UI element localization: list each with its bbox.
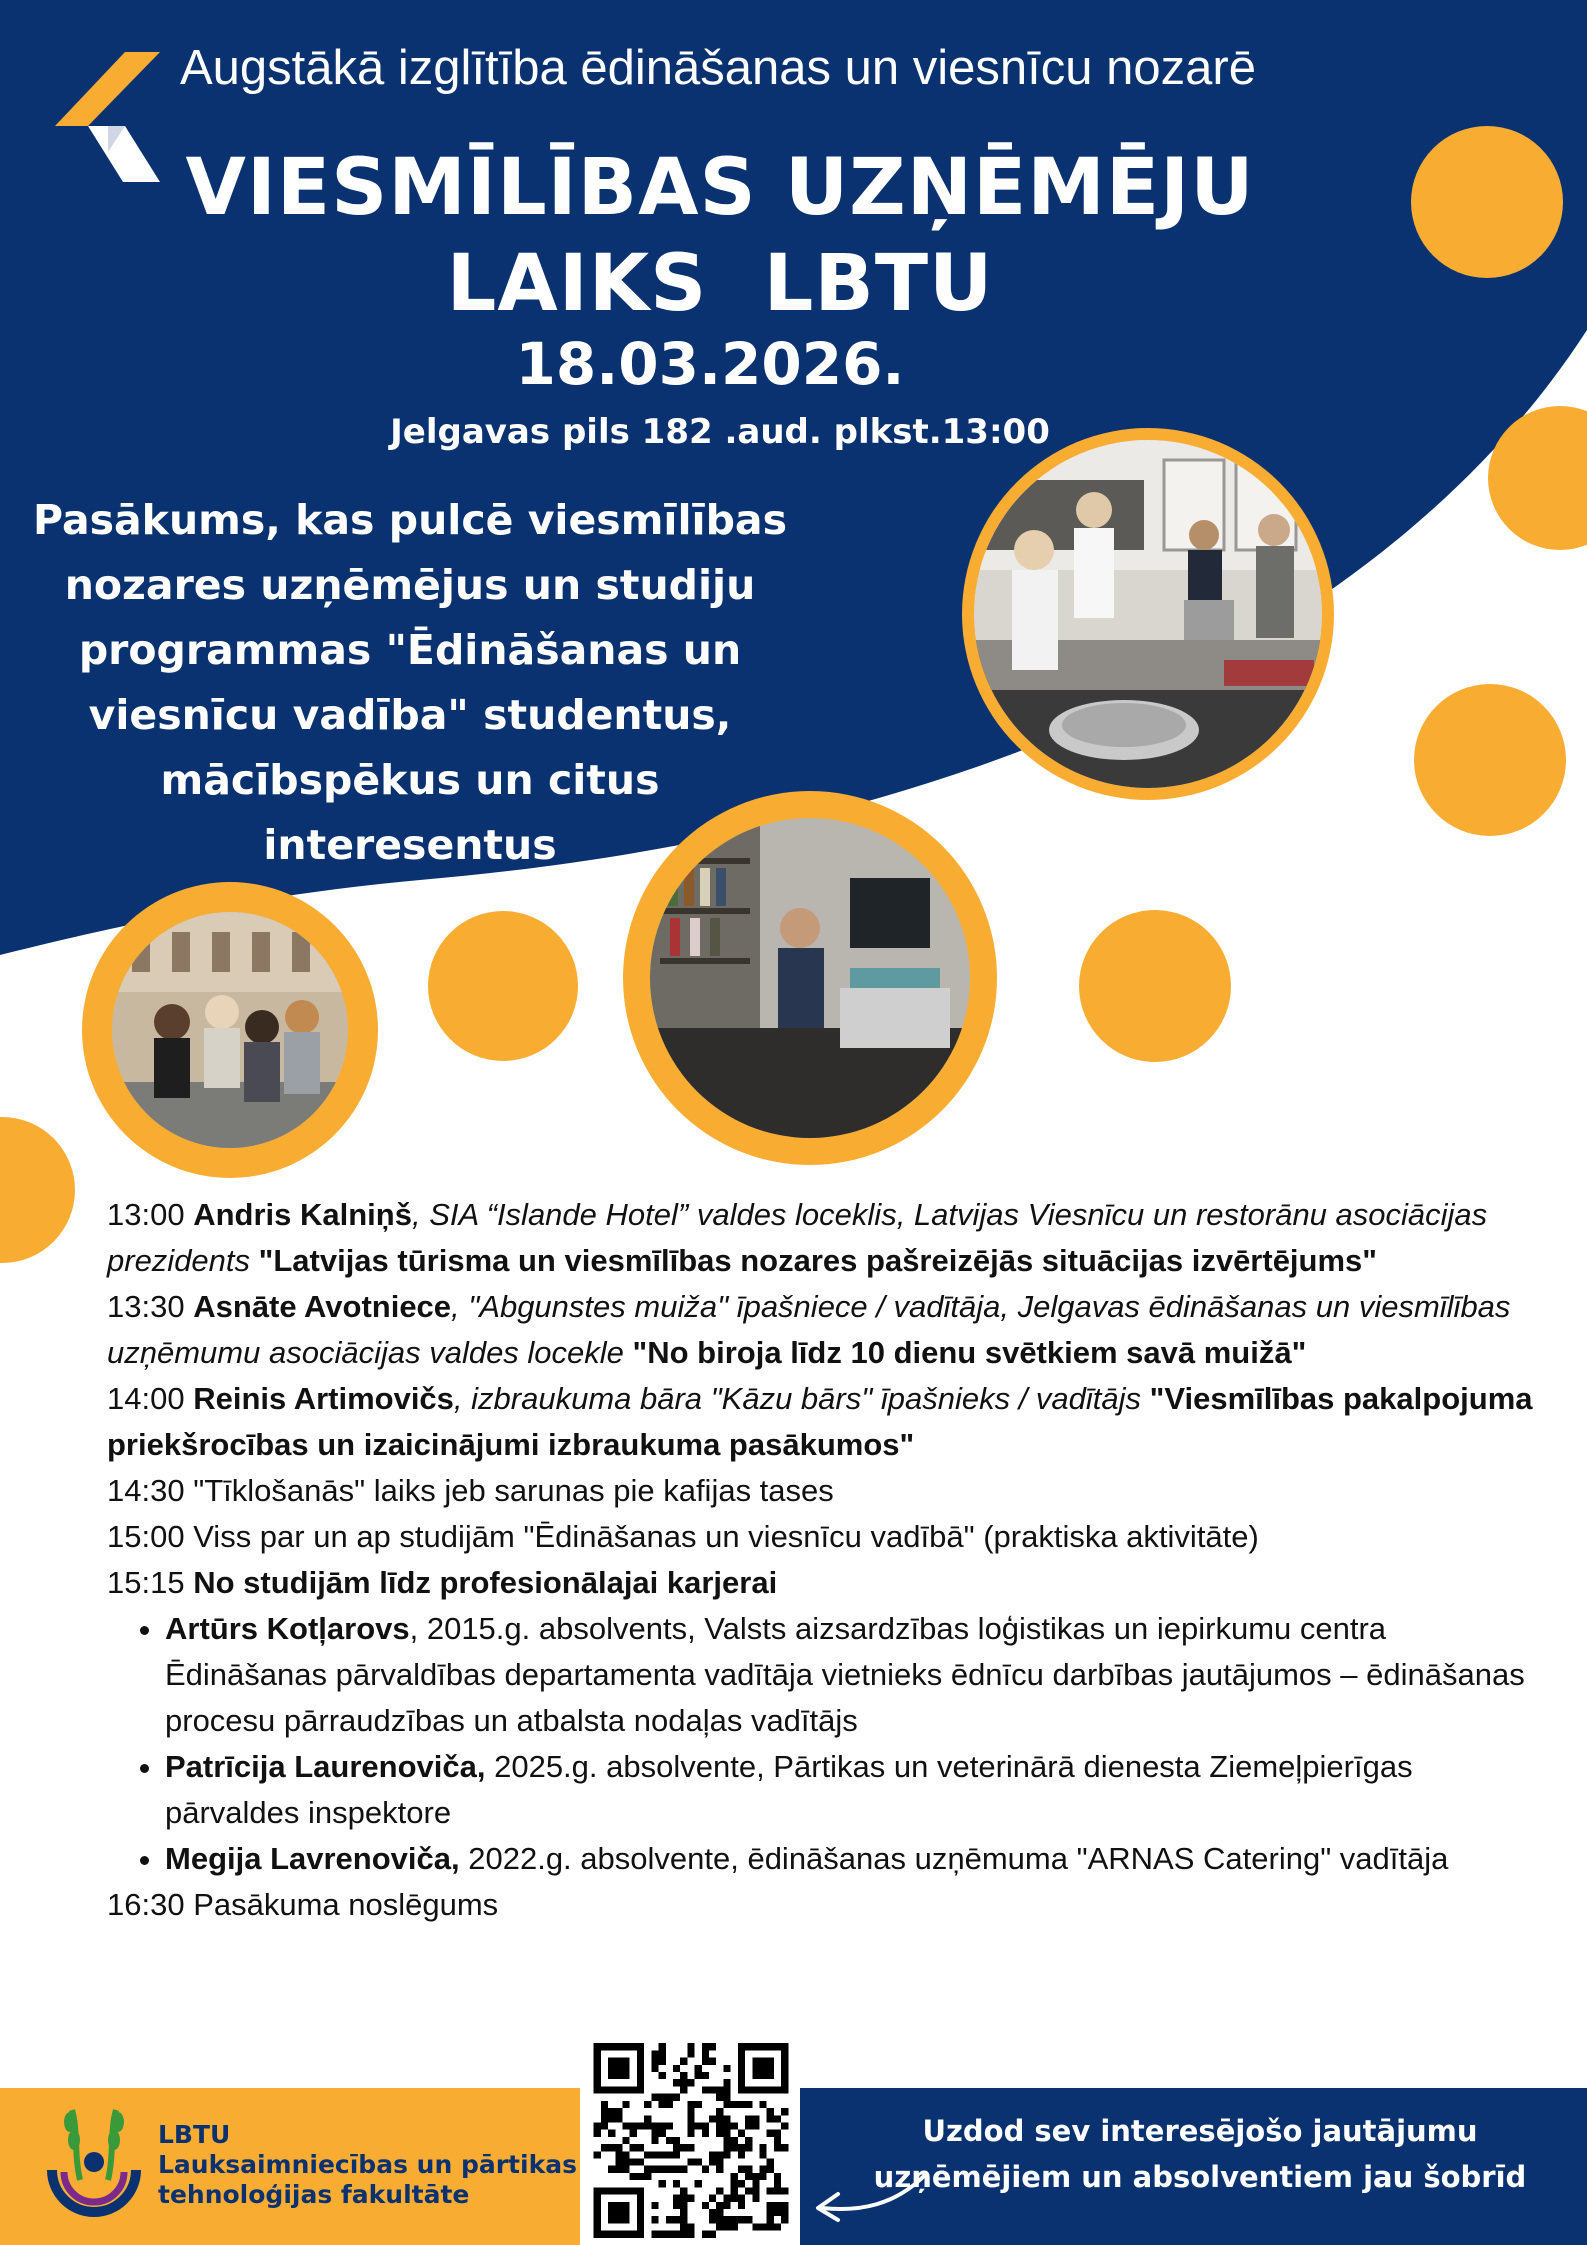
talk-title: "Latvijas tūrisma un viesmīlības nozares pašreizējās situācijas izvērtējums" (258, 1243, 1377, 1278)
agenda-time: 14:00 (107, 1381, 185, 1416)
agenda-item: 16:30 Pasākuma noslēgums (107, 1887, 499, 1922)
cta-line2: uzņēmējiem un absolventiem jau šobrīd (873, 2160, 1527, 2194)
qr-code-icon[interactable] (585, 2036, 797, 2245)
alumni-name: Artūrs Kotļarovs (165, 1611, 410, 1646)
cta-line1: Uzdod sev interesējošo jautājumu (922, 2114, 1478, 2148)
agenda-item (107, 1376, 1547, 1468)
alumni-name: Patrīcija Laurenoviča, (165, 1749, 486, 1784)
speaker-name: Reinis Artimovičs (193, 1381, 454, 1416)
tagline: Augstākā izglītība ēdināšanas un viesnīcu nozarē (180, 41, 1256, 95)
faculty-line2: tehnoloģijas fakultāte (158, 2180, 470, 2209)
event-venue: Jelgavas pils 182 .aud. plkst.13:00 (390, 412, 1050, 452)
speaker-name: Asnāte Avotniece (193, 1289, 452, 1324)
list-item (165, 1836, 1547, 1882)
event-date: 18.03.2026. (515, 330, 905, 398)
alumni-desc: , 2015.g. absolvents, Valsts aizsardzības loģistikas un iepirkumu centra Ēdināšanas pārvaldības departamenta vadītāja vietnieks ēdnīcu darbības jautājumos – ēdināšanas procesu pārraudzības un atbalsta nodaļas vadītājs (165, 1611, 1525, 1738)
orange-circle-top-right (1411, 126, 1563, 278)
talk-title: "Viesmīlības pakalpojuma priekšrocības un izaicinājumi izbraukuma pasākumos" (107, 1381, 1533, 1462)
list-item (165, 1744, 1547, 1836)
agenda-time: 13:30 (107, 1289, 185, 1324)
orange-circle-right-lower (1414, 684, 1566, 836)
list-item (165, 1606, 1547, 1744)
agenda-time: 13:00 (107, 1197, 185, 1232)
speaker-name: Andris Kalniņš (193, 1197, 412, 1232)
agenda-item (107, 1560, 1547, 1606)
event-intro: Pasākums, kas pulcē viesmīlības nozares uzņēmējus un studiju programmas "Ēdināšanas un viesnīcu vadība" studentus, mācībspēkus un citus interesentus (33, 496, 787, 869)
alumni-name: Megija Lavrenoviča, (165, 1841, 460, 1876)
faculty-line1: Lauksaimniecības un pārtikas (158, 2150, 577, 2179)
lbtu-emblem-icon (44, 2100, 144, 2230)
orange-circle-mid-right (1079, 910, 1231, 1062)
bar-counter-photo (650, 818, 970, 1138)
speaker-role: , izbraukuma bāra "Kāzu bārs" īpašnieks / vadītājs (453, 1381, 1150, 1416)
speaker-role: , "Abgunstes muiža" īpašniece / vadītāja, Jelgavas ēdināšanas un viesmīlības uzņēmumu asociācijas valdes locekle (107, 1289, 1511, 1370)
agenda-item: 14:30 "Tīklošanās" laiks jeb sarunas pie kafijas tases (107, 1473, 834, 1508)
event-title-line1: VIESMĪLĪBAS UZŅĒMĒJU (185, 143, 1255, 233)
call-to-action (860, 2108, 1540, 2200)
event-title (130, 140, 1310, 332)
kitchen-class-photo (974, 440, 1322, 788)
agenda-item (107, 1284, 1547, 1376)
alumni-desc: 2025.g. absolvente, Pārtikas un veterinārā dienesta Ziemeļpierīgas pārvaldes inspektore (165, 1749, 1413, 1830)
agenda-item (107, 1192, 1547, 1284)
event-title-line2: LAIKS LBTU (446, 239, 994, 329)
orange-circle-mid-left (428, 911, 578, 1061)
students-group-photo (112, 912, 348, 1148)
alumni-list (107, 1606, 1547, 1882)
org-name: LBTU (158, 2120, 231, 2149)
faculty-name (158, 2150, 577, 2210)
talk-title: "No biroja līdz 10 dienu svētkiem savā muižā" (632, 1335, 1307, 1370)
agenda (107, 1192, 1547, 1928)
agenda-time: 15:15 (107, 1565, 185, 1600)
agenda-section-title: No studijām līdz profesionālajai karjerai (193, 1565, 778, 1600)
orange-circle-left-edge (0, 1117, 75, 1263)
alumni-desc: 2022.g. absolvente, ēdināšanas uzņēmuma "ARNAS Catering" vadītāja (459, 1841, 1449, 1876)
agenda-item: 15:00 Viss par un ap studijām "Ēdināšanas un viesnīcu vadībā" (praktiska aktivitāte) (107, 1519, 1259, 1554)
speaker-role: , SIA “Islande Hotel” valdes loceklis, Latvijas Viesnīcu un restorānu asociācijas prezidents (107, 1197, 1488, 1278)
